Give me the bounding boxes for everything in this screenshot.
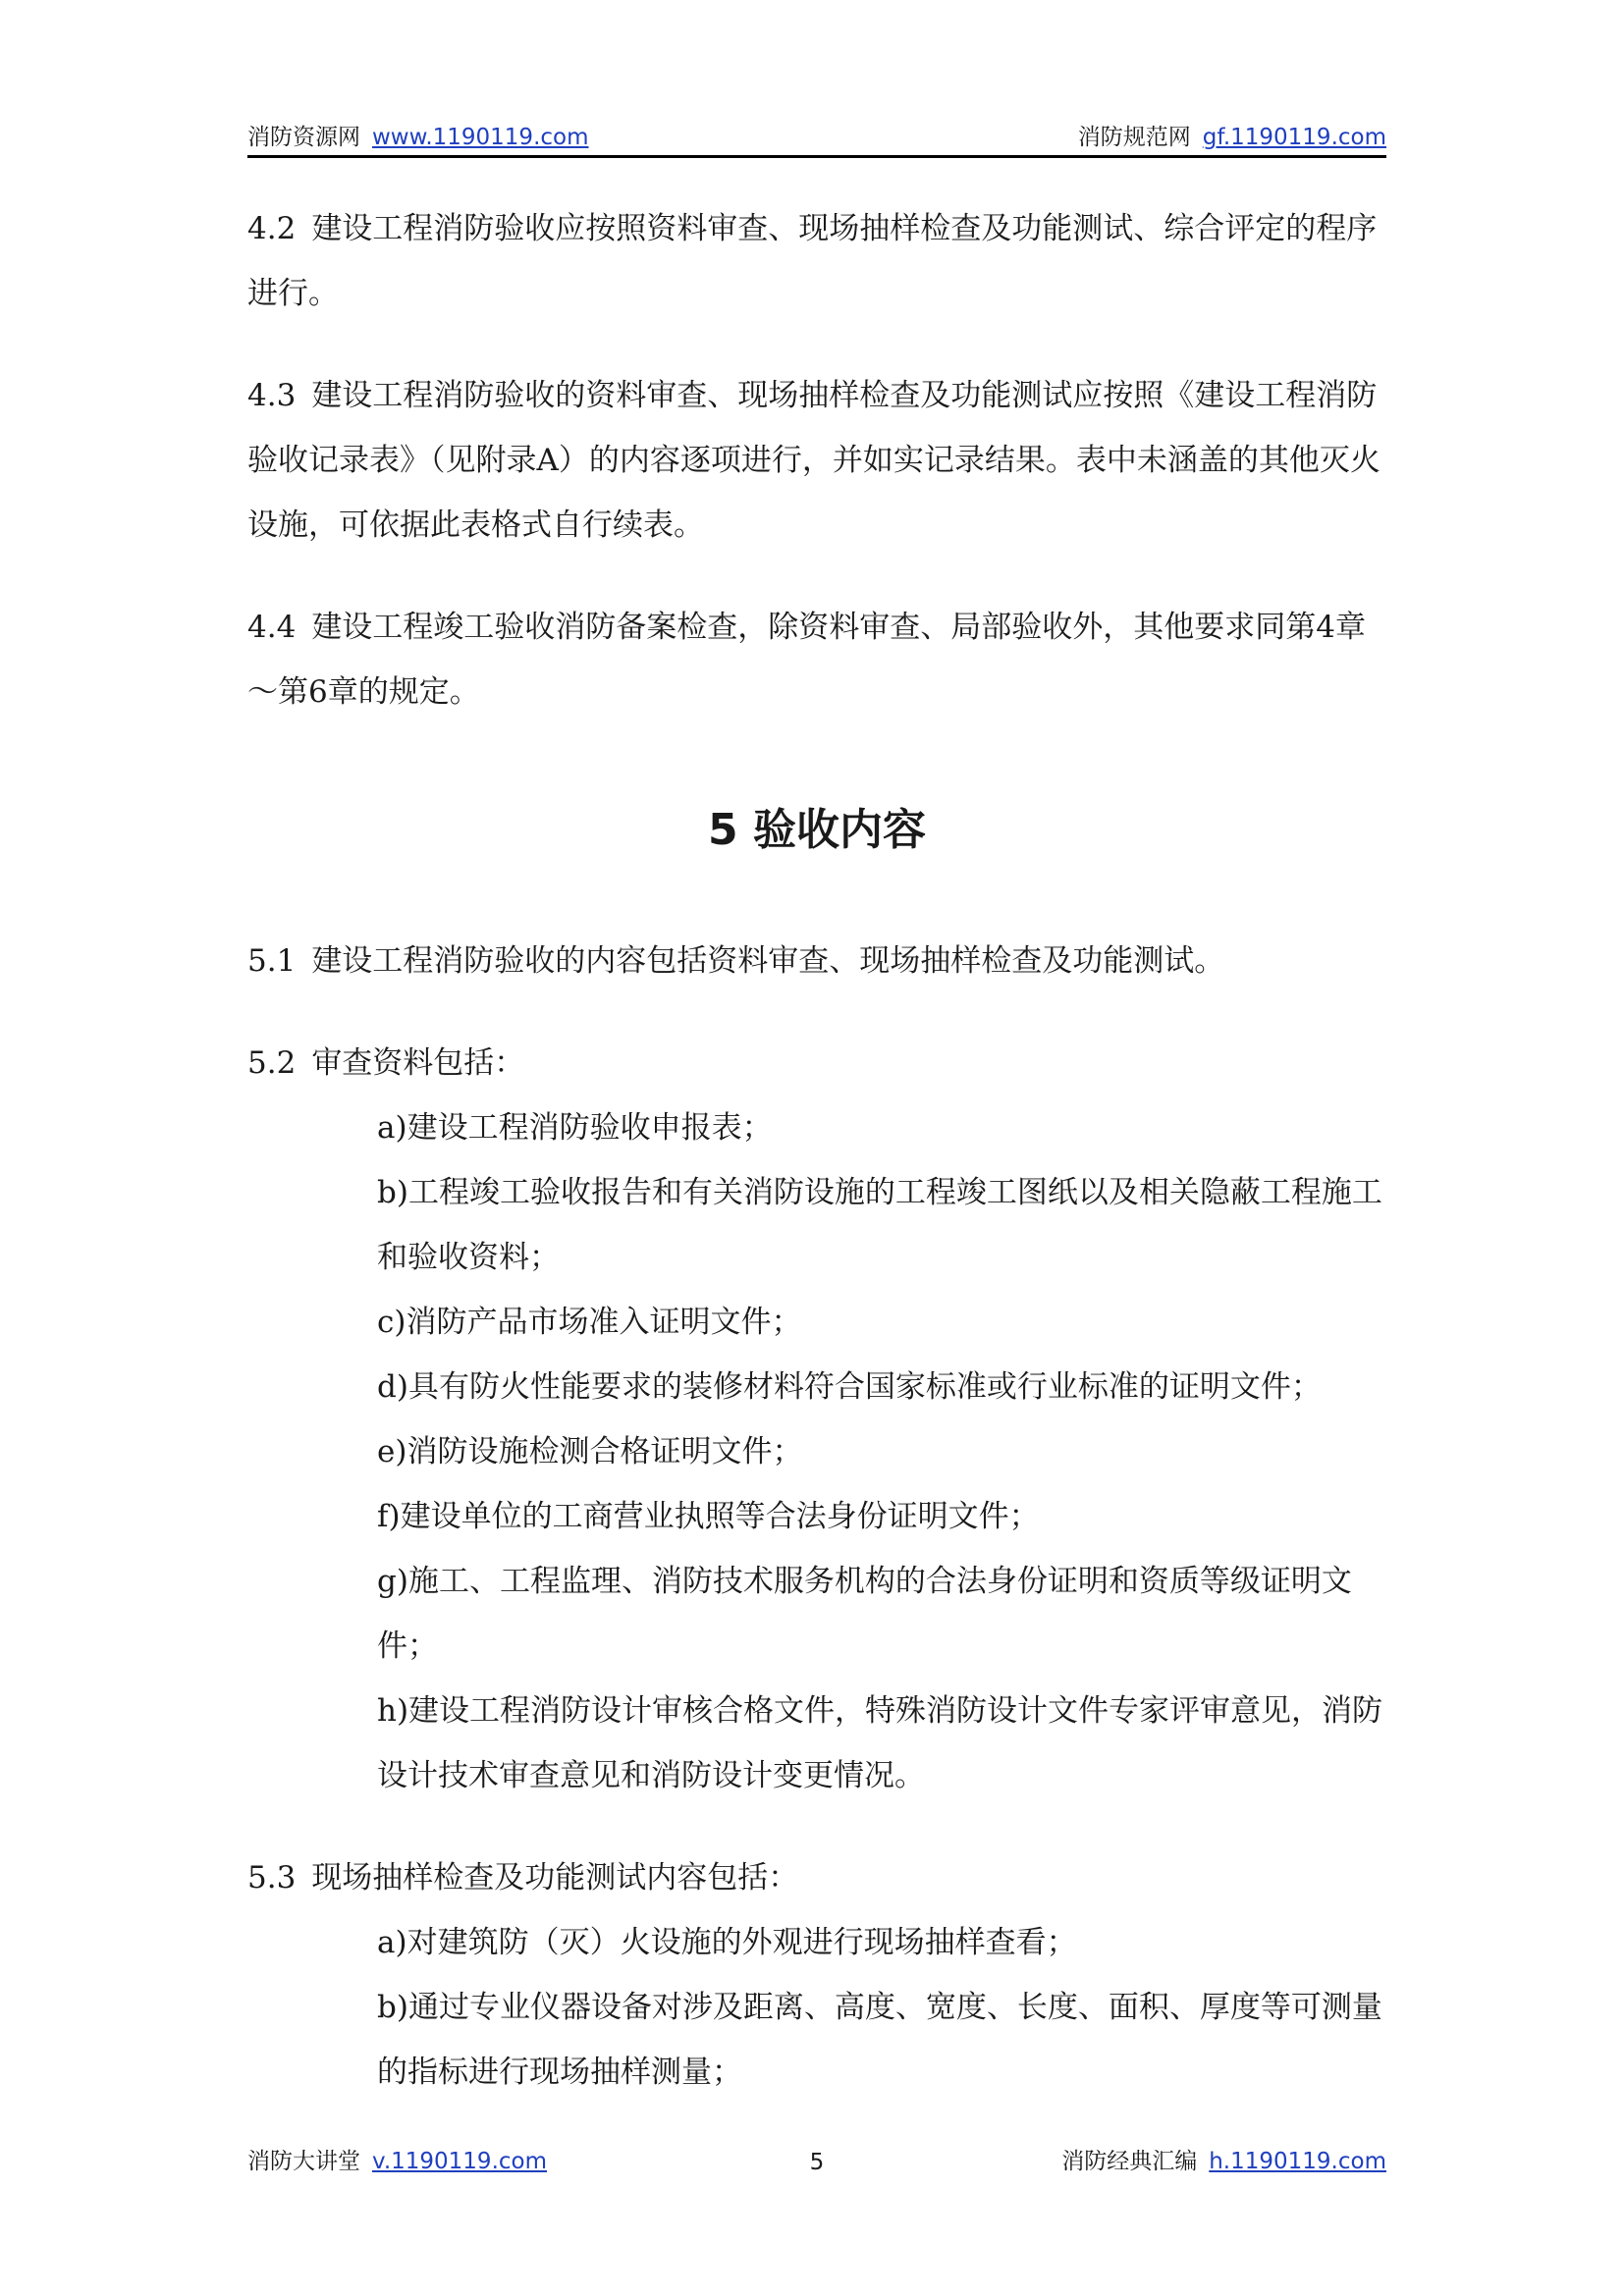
clause-4-4 xyxy=(247,595,1386,724)
footer-compilation-name: 消防经典汇编 xyxy=(1061,2149,1198,2174)
footer-left xyxy=(247,2143,547,2175)
page-header xyxy=(247,116,1386,158)
clause-text: 建设工程竣工验收消防备案检查，除资料审查、局部验收外，其他要求同第4章～第6章的规定。 xyxy=(247,610,1367,710)
clause-5-1 xyxy=(247,929,1386,993)
page-number: 5 xyxy=(809,2150,825,2175)
clause-text: 现场抽样检查及功能测试内容包括： xyxy=(311,1860,799,1896)
footer-right-link[interactable]: h.1190119.com xyxy=(1209,2149,1386,2174)
header-left-link[interactable]: www.1190119.com xyxy=(372,125,589,150)
clause-number: 4.2 xyxy=(247,211,297,246)
list-item: g)施工、工程监理、消防技术服务机构的合法身份证明和资质等级证明文件； xyxy=(377,1564,1352,1664)
list-item: b)通过专业仪器设备对涉及距离、高度、宽度、长度、面积、厚度等可测量的指标进行现场抽样测量； xyxy=(377,1990,1382,2090)
footer-left-link[interactable]: v.1190119.com xyxy=(372,2149,548,2174)
clause-number: 5.1 xyxy=(247,943,297,979)
list-item: f)建设单位的工商营业执照等合法身份证明文件； xyxy=(377,1499,1040,1534)
clause-5-3 xyxy=(247,1845,1386,1910)
clause-5-2 xyxy=(247,1031,1386,1095)
clause-4-2 xyxy=(247,196,1386,326)
clause-text: 建设工程消防验收的资料审查、现场抽样检查及功能测试应按照《建设工程消防验收记录表》（见附录A）的内容逐项进行，并如实记录结果。表中未涵盖的其他灭火设施，可依据此表格式自行续表。 xyxy=(247,378,1380,543)
list-item: a)建设工程消防验收申报表； xyxy=(377,1110,773,1146)
footer-right xyxy=(1061,2143,1386,2175)
list-item: c)消防产品市场准入证明文件； xyxy=(377,1305,802,1340)
page-body xyxy=(247,196,1386,2105)
clause-text: 审查资料包括： xyxy=(311,1045,525,1081)
header-right-link[interactable]: gf.1190119.com xyxy=(1202,125,1386,150)
list-item: b)工程竣工验收报告和有关消防设施的工程竣工图纸以及相关隐蔽工程施工和验收资料； xyxy=(377,1175,1382,1275)
list-item: d)具有防火性能要求的装修材料符合国家标准或行业标准的证明文件； xyxy=(377,1369,1322,1405)
clause-number: 4.3 xyxy=(247,378,297,413)
header-site-name: 消防资源网 xyxy=(247,125,360,150)
header-right xyxy=(1078,119,1386,151)
page-footer xyxy=(247,2140,1386,2179)
clause-4-3 xyxy=(247,363,1386,558)
clause-number: 4.4 xyxy=(247,610,297,645)
clause-text: 建设工程消防验收的内容包括资料审查、现场抽样检查及功能测试。 xyxy=(311,943,1225,979)
clause-number: 5.3 xyxy=(247,1860,297,1896)
footer-lecture-name: 消防大讲堂 xyxy=(247,2149,360,2174)
header-standards-name: 消防规范网 xyxy=(1077,125,1191,150)
clause-text: 建设工程消防验收应按照资料审查、现场抽样检查及功能测试、综合评定的程序进行。 xyxy=(247,211,1378,311)
list-item: h)建设工程消防设计审核合格文件，特殊消防设计文件专家评审意见，消防设计技术审查意见和消防设计变更情况。 xyxy=(377,1693,1383,1793)
list-item: e)消防设施检测合格证明文件； xyxy=(377,1434,803,1469)
section-title: 5 验收内容 xyxy=(708,805,926,855)
clause-number: 5.2 xyxy=(247,1045,297,1081)
header-left xyxy=(247,119,589,151)
list-item: a)对建筑防（灭）火设施的外观进行现场抽样查看； xyxy=(377,1925,1077,1960)
